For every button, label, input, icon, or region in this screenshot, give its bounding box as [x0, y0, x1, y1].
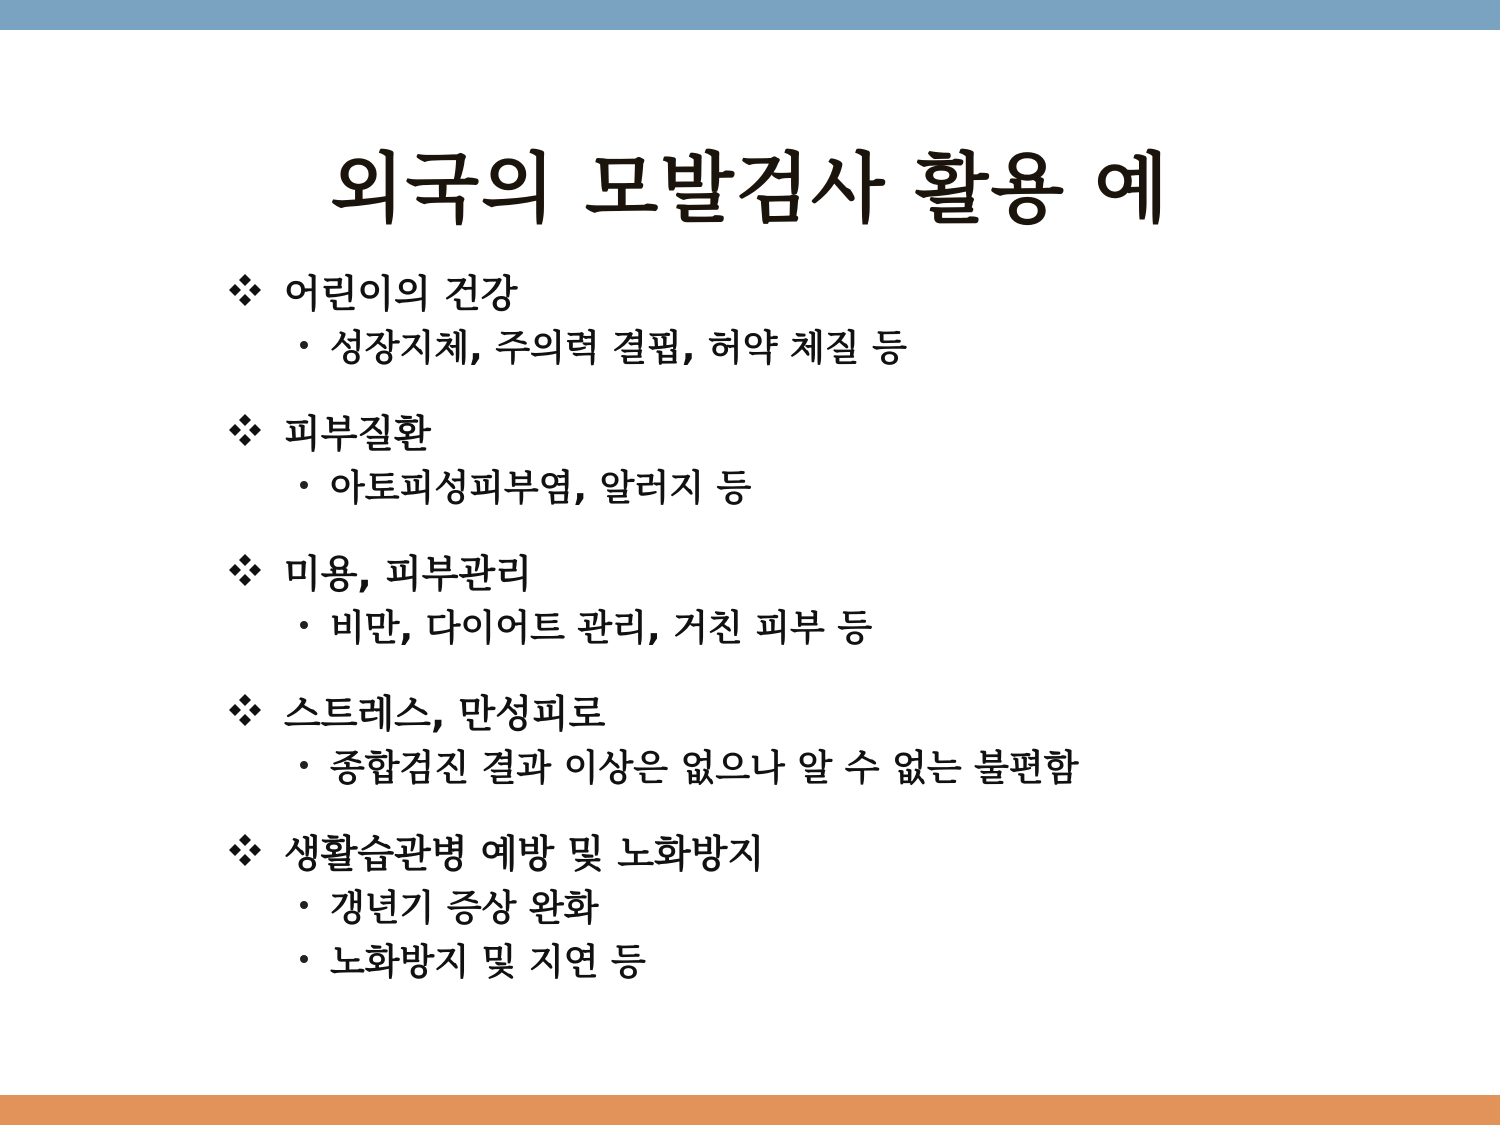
sub-bullet-text: 아토피성피부염, 알러지 등: [330, 467, 752, 509]
sub-bullet-row: [228, 318, 1378, 372]
four-diamond-icon: [228, 273, 262, 307]
slide-title: 외국의 모발검사 활용 예: [330, 143, 1170, 233]
slide-content: [228, 262, 1378, 1016]
sub-bullet-row: [228, 738, 1378, 792]
bullet-row: [228, 682, 1378, 738]
bullet-row: [228, 402, 1378, 458]
bullet-section: [228, 262, 1378, 372]
sub-bullet-text: 종합검진 결과 이상은 없으나 알 수 없는 불편함: [330, 747, 1079, 789]
dot-bullet-icon: [300, 341, 308, 349]
bullet-heading: 스트레스, 만성피로: [284, 691, 606, 736]
dot-bullet-icon: [300, 481, 308, 489]
bullet-section: [228, 402, 1378, 512]
four-diamond-icon: [228, 833, 262, 867]
bullet-row: [228, 542, 1378, 598]
bullet-section: [228, 682, 1378, 792]
sub-bullet-row: [228, 458, 1378, 512]
bullet-heading: 미용, 피부관리: [284, 551, 532, 596]
dot-bullet-icon: [300, 761, 308, 769]
sub-bullet-text: 갱년기 증상 완화: [330, 887, 599, 929]
dot-bullet-icon: [300, 621, 308, 629]
sub-bullet-text: 노화방지 및 지연 등: [330, 941, 646, 983]
sub-bullet-text: 성장지체, 주의력 결핍, 허약 체질 등: [330, 327, 907, 369]
four-diamond-icon: [228, 413, 262, 447]
sub-bullet-row: [228, 878, 1378, 932]
bullet-heading: 피부질환: [284, 411, 431, 456]
sub-bullet-row: [228, 598, 1378, 652]
bullet-section: [228, 542, 1378, 652]
four-diamond-icon: [228, 693, 262, 727]
bullet-section: [228, 822, 1378, 986]
sub-bullet-row: [228, 932, 1378, 986]
dot-bullet-icon: [300, 901, 308, 909]
top-accent-band: [0, 0, 1500, 30]
dot-bullet-icon: [300, 955, 308, 963]
four-diamond-icon: [228, 553, 262, 587]
bullet-row: [228, 262, 1378, 318]
bullet-heading: 생활습관병 예방 및 노화방지: [284, 831, 765, 876]
sub-bullet-text: 비만, 다이어트 관리, 거친 피부 등: [330, 607, 873, 649]
bullet-row: [228, 822, 1378, 878]
bottom-accent-band: [0, 1095, 1500, 1125]
bullet-heading: 어린이의 건강: [284, 271, 518, 316]
